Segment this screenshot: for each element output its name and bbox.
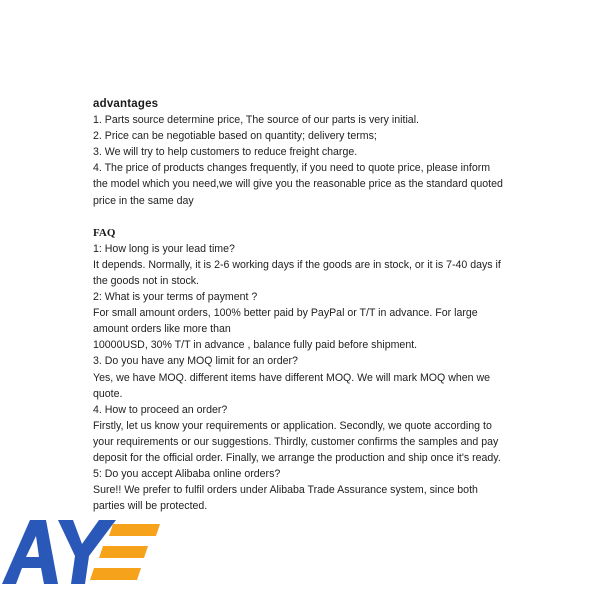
document-body	[93, 96, 538, 514]
faq-line: 4. How to proceed an order?	[93, 403, 228, 416]
faq-line: your requirements or our suggestions. Thirdly, customer confirms the samples and pay	[93, 435, 499, 448]
advantages-line: 2. Price can be negotiable based on quantity; delivery terms;	[93, 130, 377, 143]
faq-line: quote.	[93, 387, 123, 400]
faq-line: For small amount orders, 100% better paid by PayPal or T/T in advance. For large	[93, 307, 478, 320]
faq-line: deposit for the official order. Finally, we arrange the production and ship once it's ready.	[93, 451, 501, 464]
faq-line: Yes, we have MOQ. different items have different MOQ. We will mark MOQ when we	[93, 371, 491, 384]
section-spacer	[93, 209, 538, 225]
faq-line: Sure!! We prefer to fulfil orders under Alibaba Trade Assurance system, since both	[93, 484, 478, 497]
faq-line: parties will be protected.	[93, 500, 208, 513]
logo-letter-e-middle	[99, 546, 148, 558]
advantages-line: 3. We will try to help customers to reduce freight charge.	[93, 146, 358, 159]
advantages-heading: advantages	[93, 98, 159, 110]
faq-line: 2: What is your terms of payment ?	[93, 291, 258, 304]
faq-line: It depends. Normally, it is 2-6 working days if the goods are in stock, or it is 7-40 days if	[93, 258, 501, 271]
faq-line: 3. Do you have any MOQ limit for an order?	[93, 355, 298, 368]
faq-list	[93, 241, 538, 515]
faq-line: 5: Do you accept Alibaba online orders?	[93, 468, 281, 481]
logo-letter-e-top	[109, 524, 160, 536]
aye-logo	[0, 514, 165, 586]
faq-line: amount orders like more than	[93, 323, 231, 336]
advantages-line: 4. The price of products changes frequently, if you need to quote price, please inform	[93, 162, 491, 175]
advantages-line: the model which you need,we will give you the reasonable price as the standard quoted	[93, 178, 503, 191]
advantages-line: price in the same day	[93, 194, 194, 207]
faq-heading: FAQ	[93, 226, 116, 239]
advantages-line: 1. Parts source determine price, The source of our parts is very initial.	[93, 114, 419, 127]
advantages-list	[93, 112, 538, 209]
logo-letter-e-bottom	[90, 568, 141, 580]
faq-line: 1: How long is your lead time?	[93, 242, 235, 255]
faq-line: the goods not in stock.	[93, 274, 200, 287]
faq-line: Firstly, let us know your requirements or application. Secondly, we quote according to	[93, 419, 492, 432]
faq-line: 10000USD, 30% T/T in advance , balance fully paid before shipment.	[93, 339, 418, 352]
